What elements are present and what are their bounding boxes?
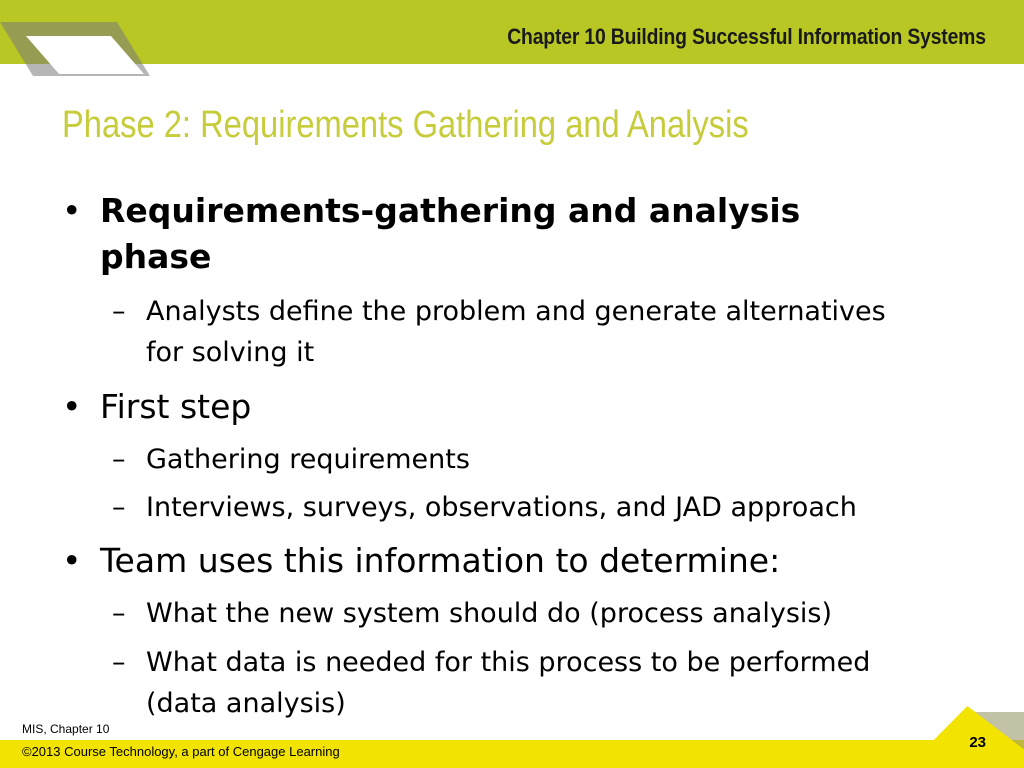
sub-bullet-text: Gathering requirements (146, 444, 470, 475)
page-number: 23 (969, 734, 986, 751)
bullet-text: Team uses this information to determine: (100, 541, 781, 580)
dash-glyph: – (112, 296, 126, 327)
dash-glyph: – (112, 598, 126, 629)
bullet-glyph: • (62, 387, 82, 426)
bullet-text: phase (100, 237, 212, 276)
footer-copyright: ©2013 Course Technology, a part of Cengage Learning (22, 744, 340, 759)
dash-glyph: – (112, 647, 126, 678)
sub-bullet-text: Interviews, surveys, observations, and JAD approach (146, 492, 857, 523)
bullet-glyph: • (62, 191, 82, 230)
sub-bullet-text: Analysts define the problem and generate alternatives (146, 296, 886, 327)
dash-glyph: – (112, 444, 126, 475)
sub-bullet-text: (data analysis) (146, 688, 346, 719)
chapter-header: Chapter 10 Building Successful Information Systems (507, 24, 986, 49)
sub-bullet-text: What the new system should do (process analysis) (146, 598, 832, 629)
footer-course-label: MIS, Chapter 10 (22, 722, 110, 736)
bullet-text: First step (100, 387, 252, 426)
dash-glyph: – (112, 492, 126, 523)
slide-title: Phase 2: Requirements Gathering and Analysis (62, 104, 749, 146)
sub-bullet-text: What data is needed for this process to be performed (146, 647, 871, 678)
sub-bullet-text: for solving it (146, 337, 315, 368)
bullet-glyph: • (62, 541, 82, 580)
bullet-text: Requirements-gathering and analysis (100, 191, 801, 230)
